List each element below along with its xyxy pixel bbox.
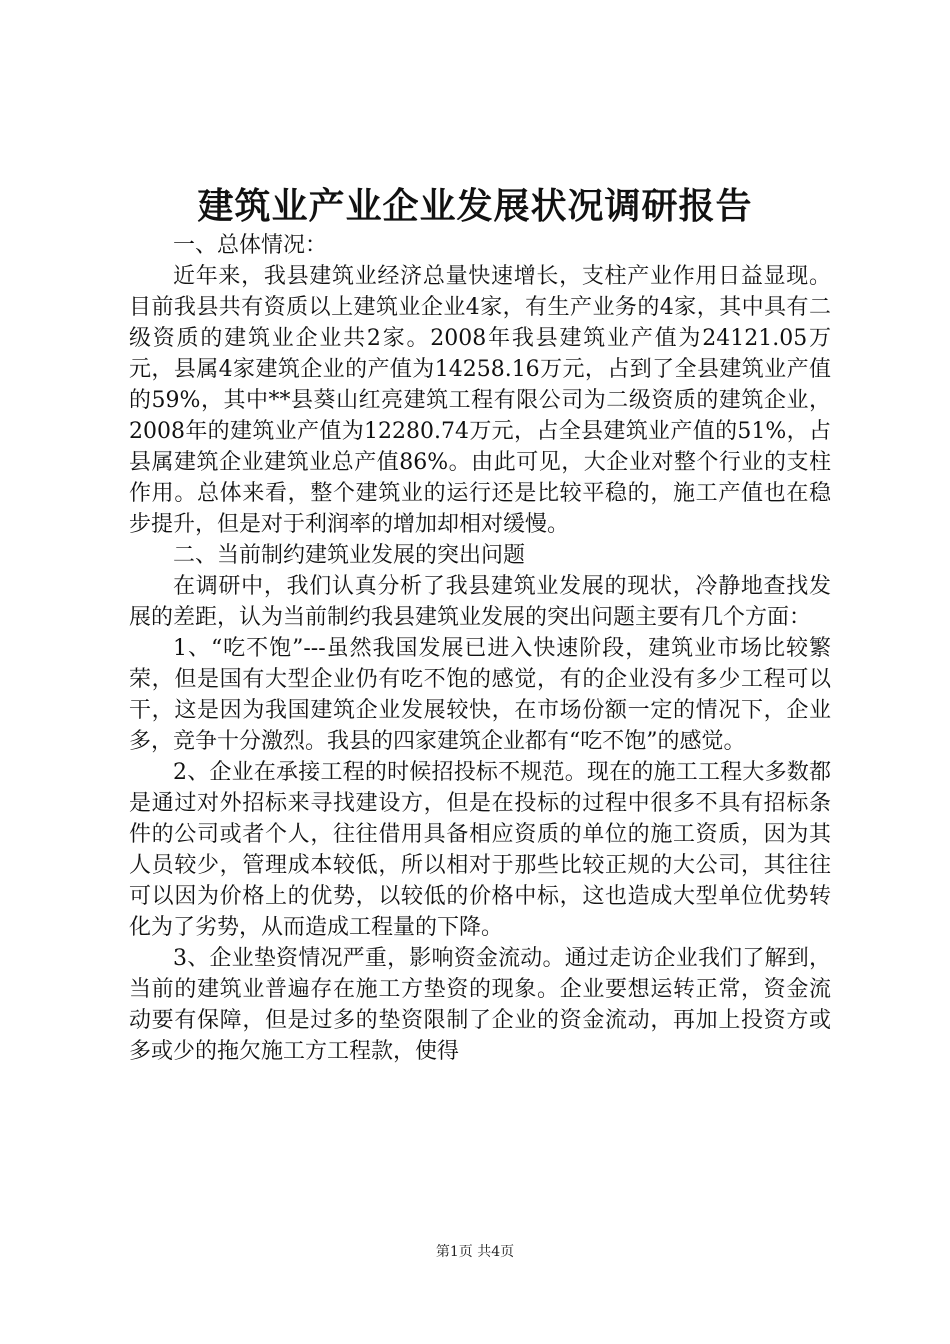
document-body (129, 230, 831, 1067)
paragraph-problems-intro: 在调研中，我们认真分析了我县建筑业发展的现状，冷静地查找发展的差距，认为当前制约我县建筑业发展的突出问题主要有几个方面： (129, 574, 831, 630)
document-title: 建筑业产业企业发展状况调研报告 (197, 185, 753, 227)
paragraph-problem-2: 2、企业在承接工程的时候招投标不规范。现在的施工工程大多数都是通过对外招标来寻找建设方，但是在投标的过程中很多不具有招标条件的公司或者个人，往往借用具备相应资质的单位的施工资质，因为其人员较少，管理成本较低，所以相对于那些比较正规的大公司，其往往可以因为价格上的优势，以较低的价格中标，这也造成大型单位优势转化为了劣势，从而造成工程量的下降。 (129, 760, 831, 940)
section-heading-problems: 二、当前制约建筑业发展的突出问题 (173, 543, 526, 568)
page-number-footer: 第1页 共4页 (435, 1244, 515, 1260)
paragraph-problem-1: 1、“吃不饱”---虽然我国发展已进入快速阶段，建筑业市场比较繁荣，但是国有大型企业仍有吃不饱的感觉，有的企业没有多少工程可以干，这是因为我国建筑企业发展较快，在市场份额一定的情况下，企业多，竞争十分激烈。我县的四家建筑企业都有“吃不饱”的感觉。 (129, 636, 831, 754)
paragraph-overview: 近年来，我县建筑业经济总量快速增长，支柱产业作用日益显现。目前我县共有资质以上建筑业企业4家，有生产业务的4家，其中具有二级资质的建筑业企业共2家。2008年我县建筑业产值为24121.05万元，县属4家建筑企业的产值为14258.16万元，占到了全县建筑业产值的59%，其中**县葵山红亮建筑工程有限公司为二级资质的建筑企业，2008年的建筑业产值为12280.74万元，占全县建筑业产值的51%，占县属建筑企业建筑业总产值86%。由此可见，大企业对整个行业的支柱作用。总体来看，整个建筑业的运行还是比较平稳的，施工产值也在稳步提升，但是对于利润率的增加却相对缓慢。 (129, 264, 831, 537)
paragraph-problem-3: 3、企业垫资情况严重，影响资金流动。通过走访企业我们了解到，当前的建筑业普遍存在施工方垫资的现象。企业要想运转正常，资金流动要有保障，但是过多的垫资限制了企业的资金流动，再加上投资方或多或少的拖欠施工方工程款，使得 (129, 946, 831, 1064)
section-heading-overview: 一、总体情况： (173, 233, 328, 258)
